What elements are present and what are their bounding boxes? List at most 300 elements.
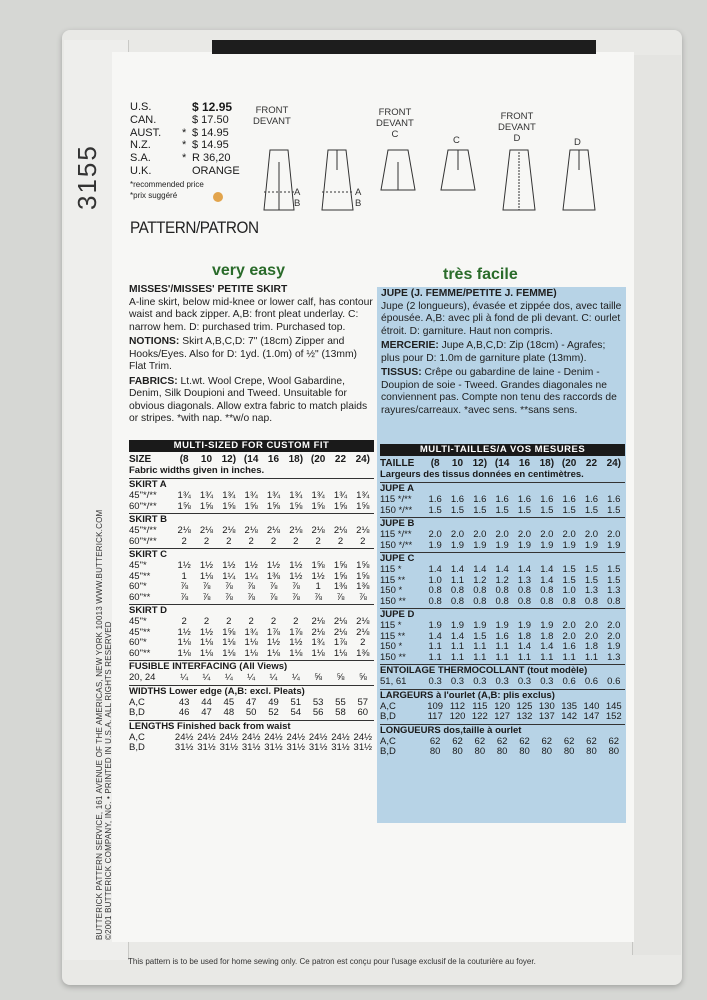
row-label: 45"** <box>129 626 151 638</box>
table-cell: 2⅛ <box>356 525 370 536</box>
en-fabrics: Lt.wt. Wool Crepe, Wool Gabardine, Denim, Silk Doupioni and Tweed. Unsuitable for obvious diagonals. Allow extra fabric to match plaids or stripes. *with nap. **w/o nap. <box>129 375 368 424</box>
table-cell: 1.9 <box>495 539 509 551</box>
table-cell: 2.0 <box>584 630 599 642</box>
row-label: 115 */** <box>380 494 412 505</box>
table-cell: 142 <box>561 711 578 722</box>
table-cell: 1.8 <box>540 630 554 642</box>
table-cell: 1⅜ <box>356 647 370 659</box>
table-cell: 145 <box>605 700 622 712</box>
table-cell: 2.0 <box>607 620 621 631</box>
sketch-label-front-ab <box>253 105 291 127</box>
table-cell: 1.6 <box>584 494 599 505</box>
table-cell: 1⅞ <box>333 637 348 648</box>
table-row <box>380 712 625 723</box>
devant-label: DEVANT <box>498 122 536 133</box>
table-cell: 43 <box>178 696 190 708</box>
table-cell: 2 <box>315 535 321 547</box>
view-ab-label: A B <box>294 187 301 209</box>
row-label: LARGEURS à l'ourlet (A,B: plis exclus) <box>380 689 555 701</box>
row-label: 150 ** <box>380 595 406 607</box>
table-cell: 1¾ <box>266 490 281 501</box>
table-cell: 1.4 <box>517 641 532 652</box>
table-row <box>380 642 625 653</box>
table-cell: 62 <box>474 735 486 747</box>
table-cell: 1.1 <box>450 574 465 586</box>
table-cell: 1.2 <box>473 574 487 586</box>
table-cell: 31½ <box>219 742 239 753</box>
table-cell: 1⅝ <box>333 560 348 571</box>
table-cell: 0.6 <box>562 676 576 687</box>
table-cell: 2.0 <box>562 620 576 631</box>
table-cell: 1¾ <box>311 637 325 648</box>
table-cell: 2 <box>248 535 254 547</box>
table-cell: 1.1 <box>540 651 554 663</box>
price-row <box>130 165 262 178</box>
table-cell: 1½ <box>222 560 236 571</box>
table-cell: 0.8 <box>428 585 442 596</box>
table-cell: 1¾ <box>333 490 348 501</box>
table-cell: 122 <box>471 711 488 722</box>
row-label: LENGTHS Finished back from waist <box>129 720 291 732</box>
copyright-text: ©2001 BUTTERICK COMPANY, INC. • PRINTED IN U.S.A. ALL RIGHTS RESERVED <box>104 621 113 940</box>
table-cell: 1⅛ <box>289 647 303 659</box>
table-row <box>380 586 625 597</box>
row-label: 115 */** <box>380 529 412 540</box>
table-cell: 0.8 <box>450 585 465 596</box>
table-cell: 1⅝ <box>333 500 348 512</box>
price-value: $ 12.95 <box>192 100 233 114</box>
table-cell: 24½ <box>264 731 283 743</box>
table-cell: 1¾ <box>222 490 236 501</box>
table-row <box>380 677 625 688</box>
table-cell: 132 <box>516 711 533 722</box>
table-cell: 135 <box>561 700 578 712</box>
table-cell: 80 <box>496 746 508 757</box>
table-cell: 1.4 <box>450 564 465 575</box>
table-cell: 54 <box>290 707 302 718</box>
table-cell: ⅞ <box>269 581 278 592</box>
row-label: 60"* <box>129 581 147 592</box>
table-cell: 2 <box>203 616 210 627</box>
row-label: LONGUEURS dos,taille à ourlet <box>380 724 522 736</box>
table-cell: 117 <box>427 711 443 722</box>
table-section-heading <box>129 722 374 733</box>
table-row <box>129 454 374 466</box>
table-cell: 0.8 <box>473 585 487 596</box>
table-cell: 62 <box>563 735 575 747</box>
table-cell: 80 <box>586 746 597 757</box>
table-cell: 2.0 <box>562 630 576 642</box>
row-label: A,C <box>129 696 145 708</box>
row-label: SKIRT D <box>129 605 167 617</box>
table-cell: 2.0 <box>584 529 599 540</box>
table-cell: 49 <box>268 696 279 708</box>
table-cell: 1⅝ <box>356 560 370 571</box>
row-label: SKIRT A <box>129 479 167 491</box>
row-label: JUPE A <box>380 483 414 495</box>
price-row <box>130 127 262 140</box>
table-cell: 2⅛ <box>311 525 325 536</box>
table-cell: 24½ <box>197 731 216 743</box>
table-cell: 1.5 <box>584 574 599 586</box>
row-label: B,D <box>129 742 145 753</box>
table-cell: 1.6 <box>562 494 576 505</box>
table-row <box>129 582 374 593</box>
row-label: JUPE D <box>380 609 415 621</box>
table-cell: 1.1 <box>428 641 442 652</box>
table-cell: 1⅞ <box>289 626 303 638</box>
table-cell: 1⅝ <box>222 626 236 638</box>
table-cell: 1.6 <box>540 494 554 505</box>
table-cell: 2.0 <box>495 529 509 540</box>
table-cell: 1.8 <box>584 641 599 652</box>
publisher-text <box>95 510 113 940</box>
row-label: TAILLE <box>380 458 415 469</box>
table-cell: (20 <box>561 458 577 469</box>
table-cell: 1.0 <box>428 574 442 586</box>
table-cell: 1.1 <box>473 641 487 652</box>
table-row <box>129 638 374 649</box>
table-cell: 1.4 <box>428 630 442 642</box>
price-row <box>130 101 262 114</box>
table-section-heading <box>380 691 625 702</box>
table-cell: ⅞ <box>202 591 211 603</box>
table-cell: 1.5 <box>562 564 576 575</box>
table-cell: 0.3 <box>540 676 554 687</box>
table-cell: 0.8 <box>450 595 465 607</box>
table-cell: 80 <box>429 746 441 757</box>
table-cell: 2 <box>226 535 232 547</box>
table-cell: 80 <box>452 746 463 757</box>
table-cell: 1½ <box>289 560 303 571</box>
row-label: WIDTHS Lower edge (A,B: excl. Pleats) <box>129 685 305 697</box>
sketch-label-front-c <box>376 107 414 140</box>
pattern-label: PATTERN/PATRON <box>130 218 259 237</box>
row-label: SIZE <box>129 454 152 465</box>
table-cell: 0.8 <box>517 585 532 596</box>
table-cell: 1.9 <box>428 620 442 631</box>
table-row <box>129 617 374 628</box>
table-cell: 16 <box>518 458 531 469</box>
orange-dot-icon <box>213 192 223 202</box>
table-cell: 62 <box>608 735 620 747</box>
table-cell: 1⅛ <box>177 647 191 659</box>
table-cell: 2.0 <box>584 620 599 631</box>
table-cell: 22 <box>334 454 347 465</box>
table-cell: 1¾ <box>311 490 325 501</box>
row-label: 150 ** <box>380 651 406 663</box>
price-value: ORANGE <box>192 164 240 177</box>
price-country: CAN. <box>130 113 157 126</box>
table-cell: 1.8 <box>517 630 532 642</box>
table-cell: 1⅛ <box>199 637 214 648</box>
price-country: AUST. <box>130 126 162 139</box>
table-cell: 12) <box>472 458 488 469</box>
table-cell: 1.0 <box>562 585 576 596</box>
table-cell: 1.9 <box>607 539 621 551</box>
table-cell: 10 <box>451 458 464 469</box>
row-label: JUPE B <box>380 518 415 530</box>
table-cell: 2 <box>181 616 187 627</box>
table-cell: 1¾ <box>199 490 214 501</box>
table-cell: 31½ <box>286 742 306 753</box>
table-cell: 62 <box>496 735 508 747</box>
table-cell: 1.4 <box>540 641 554 652</box>
table-cell: 1½ <box>177 560 191 571</box>
table-cell: 1½ <box>311 570 325 582</box>
prix-note: *prix suggéré <box>130 190 178 200</box>
table-cell: 1⅝ <box>266 500 281 512</box>
devant-label: DEVANT <box>253 116 291 127</box>
table-cell: 0.8 <box>428 595 442 607</box>
fr-notions-label: MERCERIE: <box>381 340 439 351</box>
table-cell: 1.1 <box>473 651 487 663</box>
table-cell: 1⅛ <box>333 647 348 659</box>
table-cell: 1¾ <box>177 490 191 501</box>
price-row <box>130 139 262 152</box>
table-cell: 1.5 <box>473 504 487 516</box>
en-notions-label: NOTIONS: <box>129 336 180 347</box>
table-cell: 1⅛ <box>177 637 191 648</box>
table-cell: 1.9 <box>562 539 576 551</box>
table-cell: 80 <box>563 746 575 757</box>
table-section-heading <box>380 470 625 481</box>
table-cell: 1.5 <box>584 504 599 516</box>
table-cell: 24) <box>355 454 371 465</box>
table-section-heading <box>129 466 374 477</box>
row-label: 45"* <box>129 560 147 571</box>
table-cell: 31½ <box>308 742 328 753</box>
table-cell: 24½ <box>286 731 306 743</box>
row-label: 150 * <box>380 641 403 652</box>
row-label: B,D <box>380 711 396 722</box>
fr-fabrics-label: TISSUS: <box>381 367 422 378</box>
table-cell: 0.3 <box>450 676 465 687</box>
front-label: FRONT <box>378 107 412 118</box>
table-cell: 1.9 <box>473 620 487 631</box>
table-cell: 0.8 <box>607 595 621 607</box>
table-cell: 2⅛ <box>244 525 258 536</box>
table-cell: 44 <box>201 696 212 708</box>
table-cell: 1⅝ <box>333 570 348 582</box>
table-cell: 1⅛ <box>244 637 258 648</box>
table-cell: 1⅝ <box>199 500 214 512</box>
table-cell: 0.8 <box>473 595 487 607</box>
row-label: 60"*/** <box>129 535 157 547</box>
table-cell: 1.6 <box>495 494 509 505</box>
row-label: A,C <box>380 735 396 747</box>
fr-desc: Jupe (2 longueurs), évasée et zippée dos, avec taille épousée. A,B: avec pli à fond de pli devant. C: ourlet étroit. D: garniture. Haut non compris. <box>381 300 622 337</box>
table-cell: 1½ <box>177 626 191 638</box>
table-cell: ⅞ <box>180 591 189 603</box>
table-cell: 120 <box>494 700 511 712</box>
table-cell: 31½ <box>264 742 283 753</box>
table-cell: 52 <box>268 707 279 718</box>
table-cell: ⅞ <box>224 581 233 592</box>
pattern-number: 3155 <box>72 144 102 210</box>
table-row <box>380 565 625 576</box>
table-cell: 55 <box>335 696 346 708</box>
table-cell: 0.8 <box>562 595 576 607</box>
table-cell: 1.5 <box>562 574 576 586</box>
table-cell: 2.0 <box>517 529 532 540</box>
table-row <box>129 673 374 684</box>
table-cell: ¼ <box>180 672 189 683</box>
table-cell: 1.5 <box>584 564 599 575</box>
table-cell: ⅝ <box>314 672 323 683</box>
table-cell: 1.1 <box>428 651 442 663</box>
table-cell: ⅞ <box>314 591 323 603</box>
row-label: B,D <box>380 746 396 757</box>
table-row <box>380 458 625 470</box>
table-cell: ¼ <box>247 672 256 683</box>
footer-note: This pattern is to be used for home sewing only. Ce patron est conçu pour l'usage exclusif de la couturière au foyer. <box>128 957 536 966</box>
table-cell: (8 <box>179 454 189 465</box>
table-cell: 2 <box>337 535 344 547</box>
table-cell: 24½ <box>331 731 350 743</box>
table-cell: 0.8 <box>584 595 599 607</box>
table-cell: ¼ <box>202 672 211 683</box>
table-row <box>129 708 374 719</box>
table-cell: 1⅝ <box>311 560 325 571</box>
table-cell: 62 <box>452 735 463 747</box>
table-cell: 1.4 <box>495 564 509 575</box>
table-cell: 2 <box>293 616 299 627</box>
table-cell: 1½ <box>289 570 303 582</box>
table-cell: 1.9 <box>540 539 554 551</box>
table-cell: ⅞ <box>247 591 256 603</box>
table-cell: 46 <box>178 707 190 718</box>
table-cell: 1.4 <box>540 574 554 586</box>
price-row <box>130 152 262 165</box>
table-cell: 1.5 <box>495 504 509 516</box>
row-label: 45"*/** <box>129 490 157 501</box>
table-cell: ⅞ <box>291 591 300 603</box>
table-cell: 47 <box>245 696 257 708</box>
table-cell: 1¼ <box>222 570 236 582</box>
publisher-address: BUTTERICK PATTERN SERVICE, 161 AVENUE OF THE AMERICAS, NEW YORK 10013 WWW.BUTTERICK.COM <box>95 509 104 940</box>
table-cell: 0.8 <box>517 595 532 607</box>
price-asterisk: * <box>182 139 187 152</box>
table-cell: 62 <box>541 735 553 747</box>
row-label: SKIRT B <box>129 514 167 526</box>
table-cell: 53 <box>312 696 324 708</box>
table-cell: 1⅝ <box>356 570 370 582</box>
table-cell: ¼ <box>269 672 278 683</box>
table-cell: 137 <box>538 711 555 722</box>
table-cell: ⅝ <box>358 672 367 683</box>
row-label: B,D <box>129 707 145 718</box>
table-cell: 1.4 <box>473 564 487 575</box>
table-cell: 58 <box>335 707 346 718</box>
table-cell: 1½ <box>266 637 281 648</box>
table-cell: (20 <box>310 454 326 465</box>
french-description <box>381 288 624 419</box>
row-label: 60"* <box>129 637 147 648</box>
table-cell: 1.3 <box>607 651 621 663</box>
table-cell: 18) <box>539 458 555 469</box>
table-cell: 22 <box>585 458 598 469</box>
table-cell: 24½ <box>353 731 373 743</box>
skirt-sketches <box>250 140 630 215</box>
table-cell: 1.9 <box>517 620 532 631</box>
table-divider <box>380 608 625 609</box>
table-cell: 24½ <box>308 731 328 743</box>
table-cell: 1½ <box>266 560 281 571</box>
table-section-heading <box>129 687 374 698</box>
table-cell: 1.6 <box>495 630 509 642</box>
row-label: SKIRT C <box>129 549 167 561</box>
devant-label: DEVANT <box>376 118 414 129</box>
table-cell: 1¾ <box>289 490 303 501</box>
table-cell: 2 <box>181 535 187 547</box>
table-cell: 0.3 <box>428 676 442 687</box>
row-label: 115 ** <box>380 574 406 586</box>
row-label: 20, 24 <box>129 672 156 683</box>
table-row <box>380 506 625 517</box>
price-asterisk <box>182 101 192 114</box>
table-cell: 1.5 <box>607 504 621 516</box>
table-cell: 1.9 <box>428 539 442 551</box>
table-cell: 31½ <box>353 742 373 753</box>
table-cell: 1⅝ <box>289 500 303 512</box>
table-cell: 1.4 <box>428 564 442 575</box>
table-cell: 50 <box>245 707 257 718</box>
table-cell: 0.3 <box>517 676 532 687</box>
table-cell: 1¾ <box>244 626 258 638</box>
table-cell: 1⅜ <box>356 581 370 592</box>
table-cell: 1.5 <box>450 504 465 516</box>
table-cell: 2 <box>248 616 254 627</box>
table-cell: 1⅝ <box>311 500 325 512</box>
table-cell: 1.9 <box>517 539 532 551</box>
table-cell: 2.0 <box>562 529 576 540</box>
front-label: FRONT <box>255 105 289 116</box>
price-row <box>130 114 262 127</box>
table-cell: 120 <box>449 711 466 722</box>
table-cell: 57 <box>357 696 369 708</box>
table-cell: 0.8 <box>495 595 509 607</box>
price-country: U.S. <box>130 101 152 113</box>
table-cell: 0.6 <box>607 676 621 687</box>
right-flap <box>632 55 681 955</box>
table-cell: 1.6 <box>473 494 487 505</box>
table-cell: 31½ <box>197 742 216 753</box>
table-cell: 1½ <box>289 637 303 648</box>
table-cell: 1.4 <box>450 630 465 642</box>
table-cell: 0.3 <box>495 676 509 687</box>
table-cell: 0.8 <box>540 595 554 607</box>
table-cell: 47 <box>201 707 212 718</box>
table-divider <box>380 552 625 553</box>
table-cell: 140 <box>583 700 600 712</box>
row-label: 51, 61 <box>380 676 407 687</box>
table-cell: 147 <box>583 711 600 722</box>
table-cell: 1⅝ <box>222 500 236 512</box>
very-easy-title: very easy <box>212 262 285 279</box>
table-cell: 1.1 <box>495 651 509 663</box>
table-cell: 2⅛ <box>333 616 348 627</box>
table-cell: 24½ <box>241 731 261 743</box>
table-cell: ⅝ <box>336 672 345 683</box>
table-cell: 0.8 <box>495 585 509 596</box>
table-cell: 60 <box>357 707 369 718</box>
en-notions: Skirt A,B,C,D: 7" (18cm) Zipper and Hooks/Eyes. Also for D: 1yd. (1.0m) of ½" (13mm) Flat Trim. <box>129 336 357 372</box>
table-cell: 1.1 <box>517 651 532 663</box>
table-cell: 1.5 <box>517 504 532 516</box>
table-cell: 12) <box>221 454 237 465</box>
price-value: $ 14.95 <box>192 139 229 152</box>
